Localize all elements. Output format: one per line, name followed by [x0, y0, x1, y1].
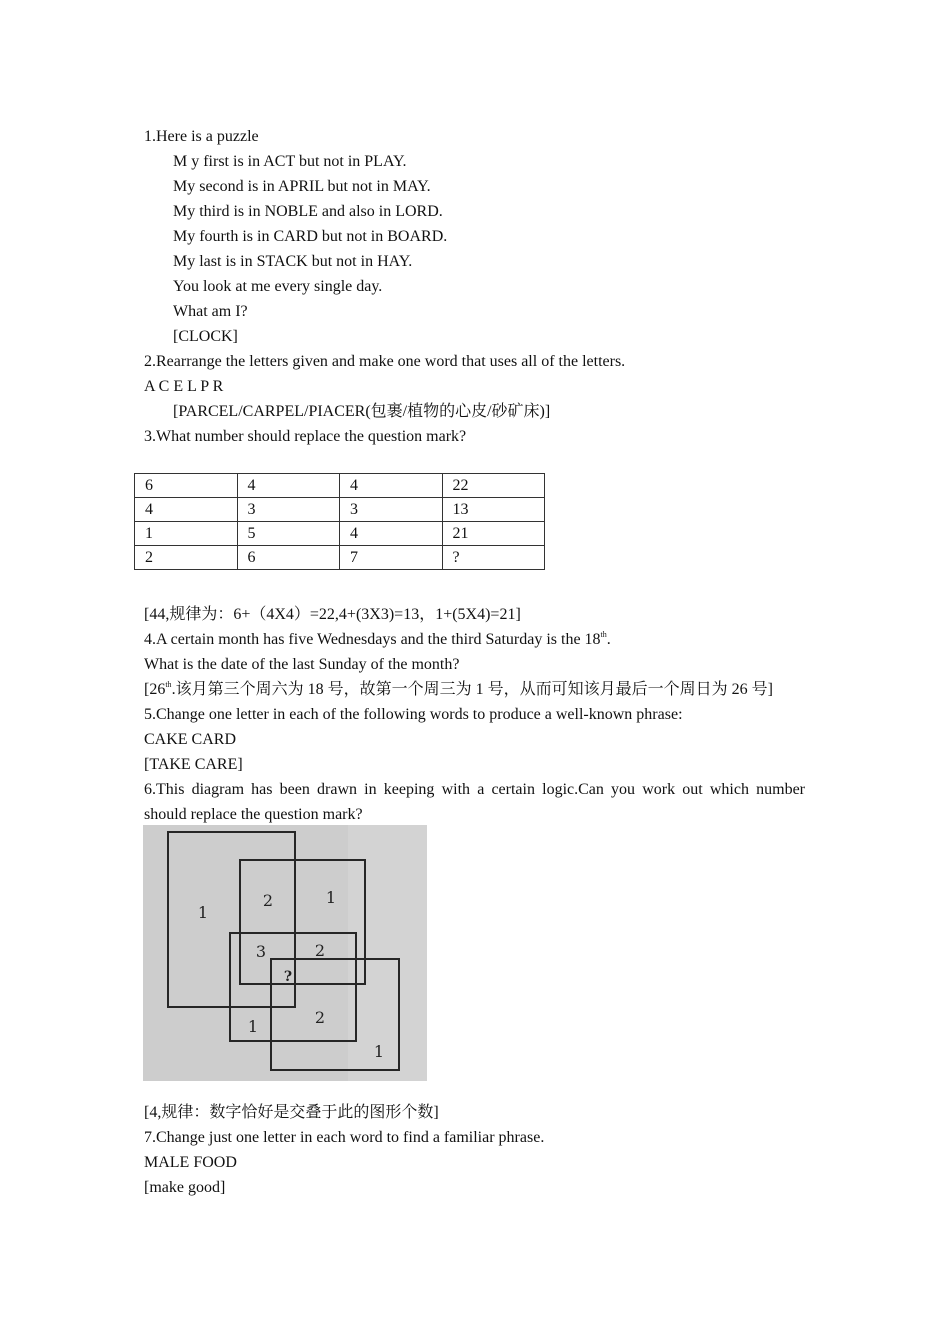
- q3-number-table: [134, 473, 545, 570]
- q4-answer-text: [26: [144, 681, 166, 698]
- q1-line: My third is in NOBLE and also in LORD.: [173, 203, 443, 220]
- table-cell: 3: [340, 498, 443, 522]
- q7-title: 7.Change just one letter in each word to find a familiar phrase.: [144, 1129, 545, 1146]
- table-cell: 7: [340, 546, 443, 570]
- region-label: 1: [373, 1042, 385, 1061]
- q2-answer: [PARCEL/CARPEL/PIACER(包裹/植物的心皮/砂矿床)]: [173, 403, 551, 420]
- q7-answer: [make good]: [144, 1179, 226, 1196]
- table-cell: 4: [135, 498, 238, 522]
- region-label: 1: [325, 888, 337, 907]
- q6-answer: [4,规律：数字恰好是交叠于此的图形个数]: [144, 1104, 439, 1121]
- q1-title: 1.Here is a puzzle: [144, 128, 259, 145]
- q1-line: You look at me every single day.: [173, 278, 383, 295]
- table-cell: 21: [442, 522, 545, 546]
- q4-answer-end: .该月第三个周六为 18 号，故第一个周三为 1 号，从而可知该月最后一个周日为 26 号]: [171, 681, 773, 698]
- q7-words: MALE FOOD: [144, 1154, 237, 1171]
- table-row: [135, 546, 545, 570]
- question-mark-label: ?: [283, 969, 293, 985]
- region-label: 1: [247, 1017, 259, 1036]
- table-cell: ?: [442, 546, 545, 570]
- q1-line: What am I?: [173, 303, 248, 320]
- q1-line: My last is in STACK but not in HAY.: [173, 253, 413, 270]
- q5-words: CAKE CARD: [144, 731, 237, 748]
- table-row: [135, 522, 545, 546]
- q2-title: 2.Rearrange the letters given and make one word that uses all of the letters.: [144, 353, 626, 370]
- q5-answer: [TAKE CARE]: [144, 756, 243, 773]
- q4-line2: What is the date of the last Sunday of the month?: [144, 656, 460, 673]
- overlapping-rectangles-figure: [143, 825, 427, 1081]
- table-cell: 2: [135, 546, 238, 570]
- table-cell: 5: [237, 522, 340, 546]
- region-label: 1: [197, 903, 209, 922]
- q1-line: M y first is in ACT but not in PLAY.: [173, 153, 407, 170]
- table-cell: 1: [135, 522, 238, 546]
- q4-title-sup: th: [600, 630, 607, 639]
- q3-answer: [44,规律为：6+（4X4）=22,4+(3X3)=13，1+(5X4)=21]: [144, 606, 521, 623]
- q4-title-end: .: [606, 631, 611, 648]
- q4-title: [144, 630, 611, 650]
- q5-title: 5.Change one letter in each of the following words to produce a well-known phrase:: [144, 706, 683, 723]
- table-cell: 3: [237, 498, 340, 522]
- table-cell: 4: [340, 522, 443, 546]
- region-label: 2: [314, 1008, 326, 1027]
- q3-title: 3.What number should replace the question mark?: [144, 428, 467, 445]
- table-row: [135, 474, 545, 498]
- table-cell: 22: [442, 474, 545, 498]
- q4-answer: [144, 680, 773, 700]
- q4-title-text: 4.A certain month has five Wednesdays and the third Saturday is the 18: [144, 631, 601, 648]
- table-cell: 4: [237, 474, 340, 498]
- q1-line: My second is in APRIL but not in MAY.: [173, 178, 431, 195]
- q6-title-line2: should replace the question mark?: [144, 806, 363, 823]
- q1-answer: [CLOCK]: [173, 328, 238, 345]
- region-label: 3: [255, 942, 267, 961]
- region-label: 2: [262, 891, 274, 910]
- table-cell: 13: [442, 498, 545, 522]
- q4-answer-sup: th: [165, 680, 172, 689]
- table-cell: 6: [135, 474, 238, 498]
- q6-title-line1: 6.This diagram has been drawn in keeping with a certain logic.Can you work out which number: [144, 781, 805, 798]
- table-row: [135, 498, 545, 522]
- table-cell: 6: [237, 546, 340, 570]
- region-label: 2: [314, 941, 326, 960]
- q1-line: My fourth is in CARD but not in BOARD.: [173, 228, 448, 245]
- figure-shading: [348, 825, 427, 1081]
- table-cell: 4: [340, 474, 443, 498]
- q2-letters: A C E L P R: [144, 378, 224, 395]
